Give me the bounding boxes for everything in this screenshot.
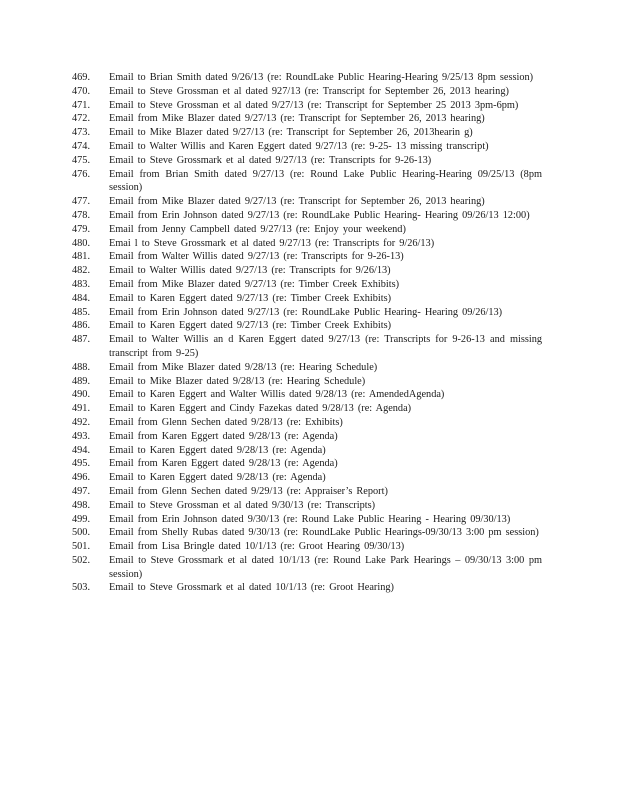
list-item: [72, 126, 542, 140]
entry-text: Email to Walter Willis dated 9/27/13 (re: Transcripts for 9/26/13): [109, 265, 391, 277]
list-item: [72, 581, 542, 595]
list-item: [72, 99, 542, 113]
entry-text: Email to Mike Blazer dated 9/28/13 (re: Hearing Schedule): [109, 375, 366, 387]
entry-text: Email to Brian Smith dated 9/26/13 (re: RoundLake Public Hearing-Hearing 9/25/13 8pm session): [109, 72, 534, 83]
list-item: [72, 499, 542, 513]
entry-text: Email from Mike Blazer dated 9/27/13 (re: Timber Creek Exhibits): [109, 278, 400, 290]
entry-text: Email from Karen Eggert dated 9/28/13 (re: Agenda): [109, 458, 338, 470]
entry-text: Email from Erin Johnson dated 9/27/13 (re: RoundLake Public Hearing- Hearing 09/26/13): [109, 306, 503, 318]
list-item: [72, 278, 542, 292]
entry-text: Email to Karen Eggert dated 9/27/13 (re: Timber Creek Exhibits): [109, 292, 392, 304]
list-item: [72, 250, 542, 264]
list-item: [72, 333, 542, 361]
entry-text: Email to Steve Grossman et al dated 927/13 (re: Transcript for September 26, 2013 hearing): [109, 85, 509, 97]
list-item: [72, 513, 542, 527]
entry-text: Email from Erin Johnson dated 9/30/13 (re: Round Lake Public Hearing - Hearing 09/30/13): [109, 513, 511, 525]
entry-number: 476.: [72, 168, 91, 180]
list-item: [72, 223, 542, 237]
entry-text: Email to Karen Eggert dated 9/28/13 (re: Agenda): [109, 472, 326, 484]
list-item: [72, 526, 542, 540]
email-log-list: [72, 71, 542, 595]
entry-text: Email from Mike Blazer dated 9/28/13 (re: Hearing Schedule): [109, 361, 378, 373]
entry-text: Email to Mike Blazer dated 9/27/13 (re: Transcript for September 26, 2013hearin g): [109, 127, 473, 139]
entry-number: 478.: [72, 209, 91, 221]
entry-text: Email to Steve Grossman et al dated 9/27/13 (re: Transcript for September 25 2013 3pm-6pm): [109, 99, 519, 111]
entry-text: Email to Karen Eggert and Walter Willis dated 9/28/13 (re: AmendedAgenda): [109, 389, 445, 401]
entry-number: 501.: [72, 541, 91, 553]
entry-text: Email from Lisa Bringle dated 10/1/13 (re: Groot Hearing 09/30/13): [109, 541, 405, 553]
list-item: [72, 375, 542, 389]
entry-text: Email to Karen Eggert dated 9/28/13 (re: Agenda): [109, 444, 326, 456]
entry-number: 485.: [72, 306, 91, 318]
list-item: [72, 168, 542, 196]
entry-number: 494.: [72, 444, 91, 456]
list-item: [72, 388, 542, 402]
entry-number: 483.: [72, 278, 91, 290]
entry-number: 492.: [72, 416, 91, 428]
entry-text: Email from Mike Blazer dated 9/27/13 (re: Transcript for September 26, 2013 hearing): [109, 196, 485, 208]
list-item: [72, 264, 542, 278]
entry-text: Email from Glenn Sechen dated 9/28/13 (re: Exhibits): [109, 416, 343, 428]
list-item: [72, 471, 542, 485]
list-item: [72, 361, 542, 375]
list-item: [72, 237, 542, 251]
list-item: [72, 306, 542, 320]
entry-number: 477.: [72, 196, 91, 208]
list-item: [72, 292, 542, 306]
entry-text: Email to Steve Grossmark et al dated 9/27/13 (re: Transcripts for 9-26-13): [109, 154, 432, 166]
entry-text: Email to Steve Grossmark et al dated 10/1/13 (re: Round Lake Park Hearings – 09/30/13 3:00 pm session): [109, 554, 542, 580]
entry-number: 497.: [72, 485, 91, 497]
entry-number: 472.: [72, 113, 91, 125]
list-item: [72, 85, 542, 99]
entry-number: 475.: [72, 154, 91, 166]
list-item: [72, 195, 542, 209]
list-item: [72, 154, 542, 168]
list-item: [72, 416, 542, 430]
entry-number: 480.: [72, 237, 91, 249]
list-item: [72, 402, 542, 416]
list-item: [72, 430, 542, 444]
list-item: [72, 209, 542, 223]
entry-number: 470.: [72, 85, 91, 97]
entry-text: Email to Karen Eggert and Cindy Fazekas dated 9/28/13 (re: Agenda): [109, 403, 412, 415]
list-item: [72, 540, 542, 554]
entry-number: 469.: [72, 72, 91, 83]
entry-number: 474.: [72, 140, 91, 152]
entry-text: Email to Karen Eggert dated 9/27/13 (re: Timber Creek Exhibits): [109, 320, 392, 332]
entry-number: 482.: [72, 265, 91, 277]
entry-text: Email to Walter Willis and Karen Eggert dated 9/27/13 (re: 9-25- 13 missing transcript): [109, 140, 489, 152]
entry-number: 487.: [72, 334, 91, 346]
list-item: [72, 554, 542, 582]
list-item: [72, 140, 542, 154]
entry-text: Email from Jenny Campbell dated 9/27/13 (re: Enjoy your weekend): [109, 223, 406, 235]
entry-number: 479.: [72, 223, 91, 235]
entry-number: 484.: [72, 292, 91, 304]
entry-number: 486.: [72, 320, 91, 332]
entry-text: Email from Shelly Rubas dated 9/30/13 (re: RoundLake Public Hearings-09/30/13 3:00 pm session): [109, 527, 539, 539]
list-item: [72, 319, 542, 333]
list-item: [72, 457, 542, 471]
entry-text: Email from Karen Eggert dated 9/28/13 (re: Agenda): [109, 430, 338, 442]
list-item: [72, 485, 542, 499]
entry-number: 471.: [72, 99, 91, 111]
entry-text: Email from Glenn Sechen dated 9/29/13 (re: Appraiser’s Report): [109, 485, 388, 497]
entry-text: Email from Brian Smith dated 9/27/13 (re: Round Lake Public Hearing-Hearing 09/25/13 (8pm session): [109, 168, 542, 194]
entry-number: 500.: [72, 527, 91, 539]
entry-number: 499.: [72, 513, 91, 525]
entry-text: Email to Steve Grossmark et al dated 10/1/13 (re: Groot Hearing): [109, 582, 394, 594]
entry-number: 498.: [72, 499, 91, 511]
list-item: [72, 71, 542, 85]
entry-text: Email to Walter Willis an d Karen Eggert dated 9/27/13 (re: Transcripts for 9-26-13 and missing transcript from 9-25): [109, 334, 542, 359]
entry-text: Emai l to Steve Grossmark et al dated 9/27/13 (re: Transcripts for 9/26/13): [109, 237, 435, 249]
list-item: [72, 112, 542, 126]
entry-text: Email from Mike Blazer dated 9/27/13 (re: Transcript for September 26, 2013 hearing): [109, 113, 485, 125]
entry-number: 493.: [72, 430, 91, 442]
entry-number: 490.: [72, 389, 91, 401]
entry-number: 496.: [72, 472, 91, 484]
entry-number: 489.: [72, 375, 91, 387]
entry-number: 491.: [72, 403, 91, 415]
entry-text: Email from Walter Willis dated 9/27/13 (re: Transcripts for 9-26-13): [109, 251, 404, 263]
entry-text: Email from Erin Johnson dated 9/27/13 (re: RoundLake Public Hearing- Hearing 09/26/13 12:00): [109, 209, 530, 221]
entry-number: 502.: [72, 554, 91, 566]
entry-number: 495.: [72, 458, 91, 470]
entry-number: 503.: [72, 582, 91, 594]
entry-number: 481.: [72, 251, 91, 263]
list-item: [72, 444, 542, 458]
entry-number: 473.: [72, 127, 91, 139]
entry-number: 488.: [72, 361, 91, 373]
entry-text: Email to Steve Grossman et al dated 9/30/13 (re: Transcripts): [109, 499, 376, 511]
